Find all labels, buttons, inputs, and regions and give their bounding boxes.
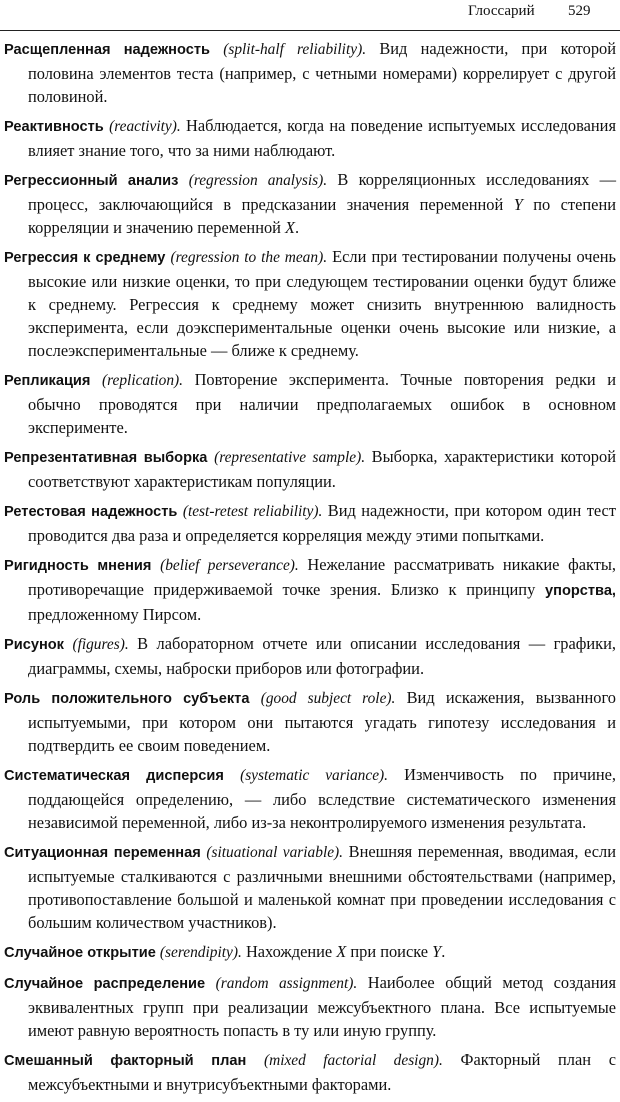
- entry-term: Реактивность: [4, 119, 104, 135]
- entry-definition: Изменчивость по причине, поддающейся определению, — либо вследствие систематического изменения независимой переменной, либо из-за неконтролируемого изменения результата.: [28, 765, 616, 832]
- entry-english: (representative sample).: [214, 449, 366, 466]
- glossary-entry: [4, 632, 616, 680]
- entry-term: Случайное распределение: [4, 976, 206, 992]
- entry-definition: Факторный план с межсубъектными и внутрисубъектными факторами.: [28, 1050, 616, 1094]
- entry-definition: Если при тестировании получены очень высокие или низкие оценки, то при следующем тестировании оценки будут ближе к среднему. Регрессия к среднему может снизить внутреннюю валидность эксперимента, если доэкспериментальные оценки очень высокие или низкие, а послеэкспериментальные — ближе к среднему.: [28, 247, 616, 360]
- running-head: [0, 0, 620, 31]
- entry-definition: Вид надежности, при котором один тест проводится два раза и определяется корреляция между этими попытками.: [28, 501, 616, 545]
- entry-term: Систематическая дисперсия: [4, 768, 224, 784]
- entry-term: Рисунок: [4, 637, 64, 653]
- entry-definition: Вид надежности, при которой половина элементов теста (например, с четными номерами) коррелирует с другой половиной.: [28, 39, 616, 106]
- entry-english: (reactivity).: [109, 118, 181, 135]
- glossary-entry: [4, 553, 616, 626]
- entry-definition: по степени корреляции и значению переменной: [28, 195, 616, 237]
- entry-english: (split-half reliability).: [223, 41, 367, 58]
- variable-y: Y: [432, 942, 442, 961]
- entry-term: Ригидность мнения: [4, 558, 152, 574]
- glossary-entry: [4, 114, 616, 162]
- entry-english: (regression to the mean).: [170, 249, 328, 266]
- entry-definition: .: [295, 218, 300, 237]
- glossary-entry: [4, 168, 616, 239]
- section-title: Глоссарий: [468, 3, 535, 19]
- entry-english: (belief perseverance).: [160, 557, 299, 574]
- glossary-entry: [4, 37, 616, 108]
- glossary-entry: [4, 840, 616, 934]
- entry-english: (test-retest reliability).: [182, 503, 323, 520]
- entry-definition: Наблюдается, когда на поведение испытуемых исследования влияет знание того, что за ними наблюдают.: [28, 116, 616, 160]
- entry-english: (serendipity).: [159, 944, 242, 961]
- entry-term: Регрессия к среднему: [4, 250, 166, 266]
- glossary-entry: [4, 686, 616, 757]
- entry-english: (mixed factorial design).: [263, 1052, 443, 1069]
- entry-definition: Нежелание рассматривать никакие факты, противоречащие придерживаемой точке зрения. Близко к принципу: [28, 555, 617, 599]
- entry-english: (situational variable).: [206, 844, 344, 861]
- glossary-entry: [4, 971, 616, 1042]
- glossary-entry: [4, 245, 616, 362]
- entry-english: (good subject role).: [260, 690, 396, 707]
- glossary-entry: [4, 499, 616, 547]
- entry-definition: Повторение эксперимента. Точные повторения редки и обычно проводятся при наличии предполагаемых ошибок в основном эксперименте.: [28, 370, 616, 437]
- page-number: 529: [568, 3, 591, 19]
- entry-term: Смешанный факторный план: [4, 1053, 247, 1069]
- entry-definition: Внешняя переменная, вводимая, если испытуемые сталкиваются с различными внешними обстоятельствами (например, противопоставление большой и маленькой комнат при проведении исследования с большим количеством участников).: [28, 842, 616, 932]
- entry-english: (random assignment).: [215, 975, 358, 992]
- entry-term: Ситуационная переменная: [4, 845, 201, 861]
- entry-definition: В корреляционных исследованиях — процесс, заключающийся в предсказании значения переменной: [28, 170, 616, 214]
- entry-term: Регрессионный анализ: [4, 173, 179, 189]
- entry-english: (replication).: [101, 372, 184, 389]
- entry-english: (systematic variance).: [240, 767, 389, 784]
- entry-term: Роль положительного субъекта: [4, 691, 250, 707]
- entry-english: (regression analysis).: [188, 172, 328, 189]
- entry-english: (figures).: [72, 636, 129, 653]
- entry-term: Расщепленная надежность: [4, 42, 210, 58]
- entry-definition: Наиболее общий метод создания эквивалентных групп при реализации межсубъектного плана. Все испытуемые имеют равную вероятность попасть в ту или иную группу.: [28, 973, 616, 1040]
- entry-definition: при поиске: [346, 942, 433, 961]
- entry-definition: Вид искажения, вызванного испытуемыми, при котором они пытаются угадать гипотезу исследования и подтвердить ее своим поведением.: [28, 688, 616, 755]
- glossary-entry: [4, 940, 616, 965]
- entry-definition: Нахождение: [241, 942, 337, 961]
- entry-definition: Выборка, характеристики которой соответствуют характеристикам популяции.: [28, 447, 616, 491]
- entry-term: Репрезентативная выборка: [4, 450, 208, 466]
- glossary-entry: [4, 763, 616, 834]
- variable-x: X: [285, 218, 296, 237]
- entry-term: Случайное открытие: [4, 945, 156, 961]
- glossary-entry: [4, 368, 616, 439]
- entry-definition: .: [441, 942, 446, 961]
- glossary-entries: [4, 37, 616, 1102]
- variable-y: Y: [513, 195, 523, 214]
- entry-term: Репликация: [4, 373, 91, 389]
- variable-x: X: [336, 942, 347, 961]
- glossary-entry: [4, 1048, 616, 1096]
- entry-definition: предложенному Пирсом.: [28, 605, 202, 624]
- glossary-entry: [4, 445, 616, 493]
- entry-term: Ретестовая надежность: [4, 504, 178, 520]
- cross-reference: упорства,: [545, 583, 616, 599]
- entry-definition: В лабораторном отчете или описании исследования — графики, диаграммы, схемы, наброски приборов или фотографии.: [28, 634, 616, 678]
